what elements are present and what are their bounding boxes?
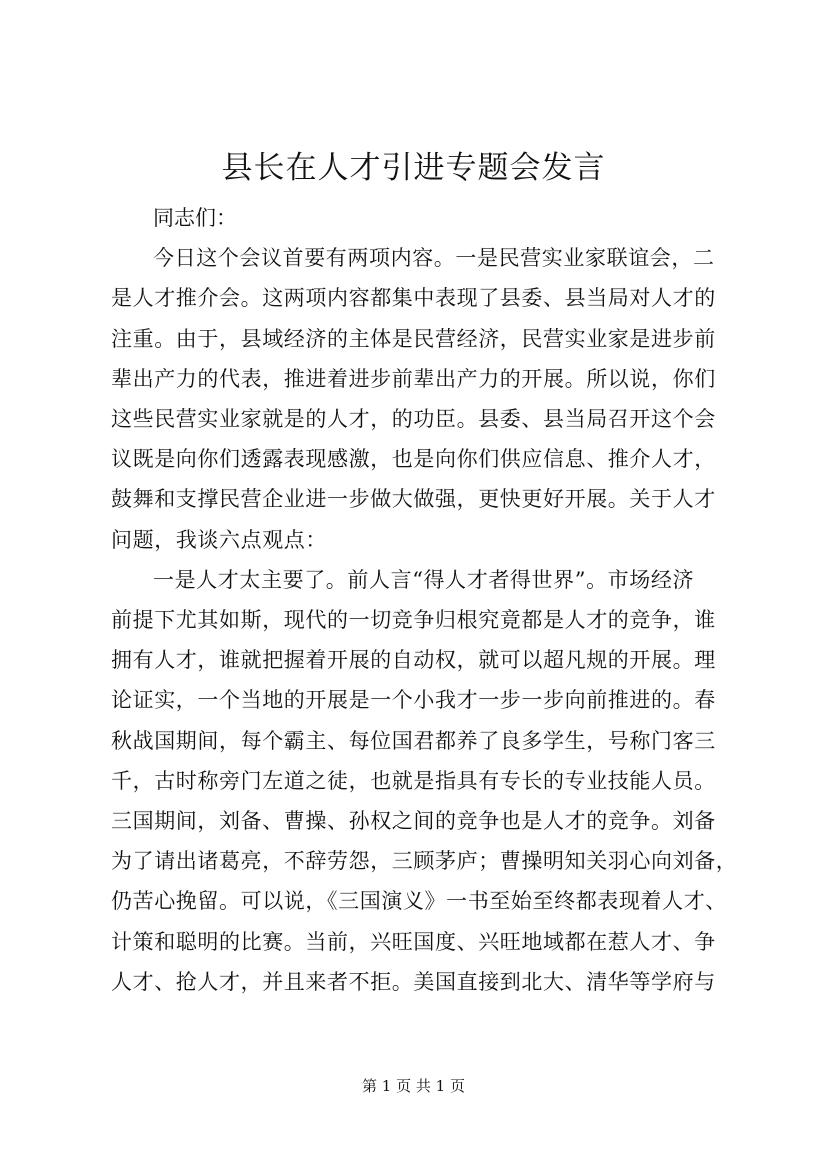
paragraph-line: 前提下尤其如斯，现代的一切竞争归根究竟都是人才的竞争，谁 xyxy=(111,608,716,633)
paragraph-line: 计策和聪明的比赛。当前，兴旺国度、兴旺地域都在惹人才、争 xyxy=(111,929,716,954)
paragraph-line: 为了请出诸葛亮，不辞劳怨，三顾茅庐；曹操明知关羽心向刘备， xyxy=(111,849,738,874)
paragraph-1 xyxy=(111,238,731,560)
paragraph-line: 是人才推介会。这两项内容都集中表现了县委、县当局对人才的 xyxy=(111,286,716,311)
paragraph-line: 拥有人才，谁就把握着开展的自动权，就可以超凡规的开展。理 xyxy=(111,648,716,673)
paragraph-line: 三国期间，刘备、曹操、孙权之间的竞争也是人才的竞争。刘备 xyxy=(111,809,716,834)
paragraph-line: 议既是向你们透露表现感激，也是向你们供应信息、推介人才， xyxy=(111,447,716,472)
paragraph-line: 注重。由于，县域经济的主体是民营经济，民营实业家是进步前 xyxy=(111,326,716,351)
paragraph-line: 问题，我谈六点观点： xyxy=(111,527,327,552)
paragraph-line: 一是人才太主要了。前人言“得人才者得世界”。市场经济 xyxy=(153,567,695,592)
greeting: 同志们： xyxy=(153,206,237,230)
paragraph-line: 辈出产力的代表，推进着进步前辈出产力的开展。所以说，你们 xyxy=(111,366,716,391)
paragraph-line: 人才、抢人才，并且来者不拒。美国直接到北大、清华等学府与 xyxy=(111,969,716,994)
page-footer: 第 1 页 共 1 页 xyxy=(362,1077,465,1095)
paragraph-line: 这些民营实业家就是的人才，的功臣。县委、县当局召开这个会 xyxy=(111,407,716,432)
paragraph-line: 论证实，一个当地的开展是一个小我才一步一步向前推进的。春 xyxy=(111,688,716,713)
paragraph-line: 秋战国期间，每个霸主、每位国君都养了良多学生，号称门客三 xyxy=(111,728,716,753)
paragraph-line: 仍苦心挽留。可以说，《三国演义》一书至始至终都表现着人才、 xyxy=(111,889,727,914)
paragraph-2 xyxy=(111,560,738,1002)
paragraph-line: 今日这个会议首要有两项内容。一是民营实业家联谊会，二 xyxy=(153,246,715,271)
paragraph-line: 鼓舞和支撑民营企业进一步做大做强，更快更好开展。关于人才 xyxy=(111,487,716,512)
paragraph-line: 千，古时称旁门左道之徒，也就是指具有专长的专业技能人员。 xyxy=(111,768,716,793)
document-title: 县长在人才引进专题会发言 xyxy=(221,150,606,186)
document-body xyxy=(111,198,738,1002)
